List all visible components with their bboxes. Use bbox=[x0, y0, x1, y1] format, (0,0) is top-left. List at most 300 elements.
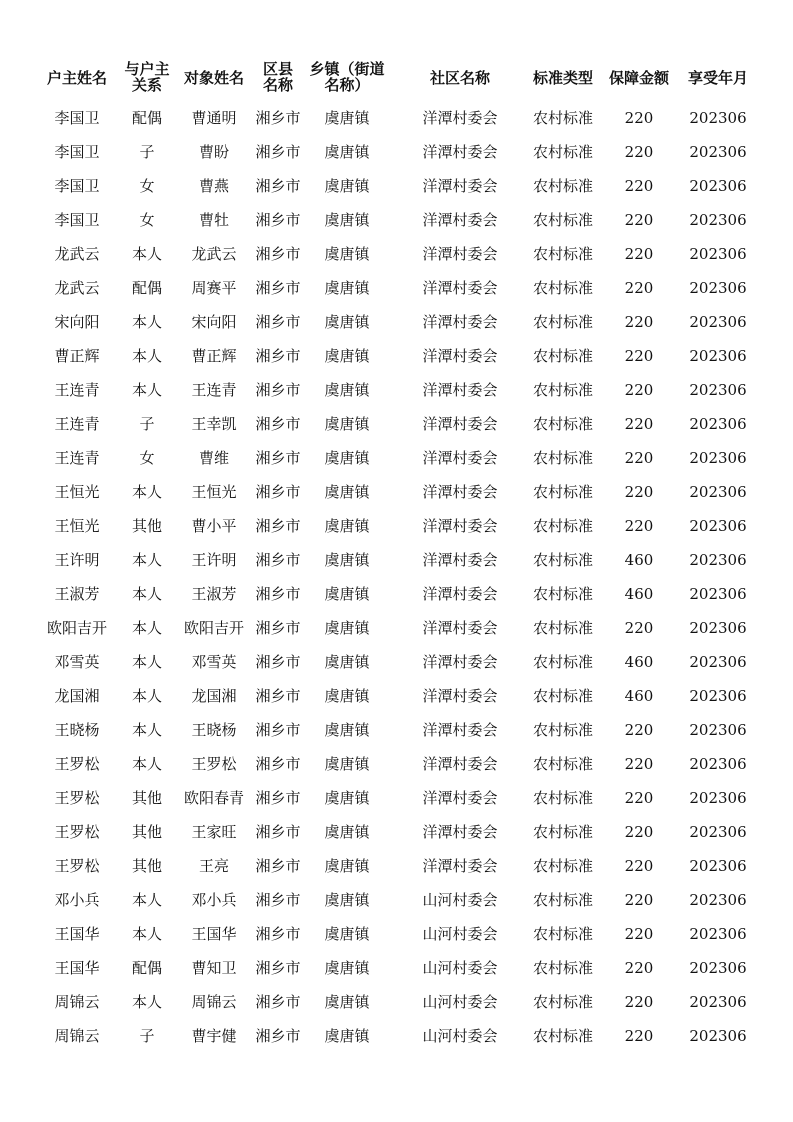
cell-community-name: 洋潭村委会 bbox=[422, 857, 498, 875]
cell-subsidy-amount: 220 bbox=[624, 211, 654, 229]
cell-county-name: 湘乡市 bbox=[255, 619, 301, 637]
cell-community-name: 洋潭村委会 bbox=[422, 789, 498, 807]
cell-county-name: 湘乡市 bbox=[255, 959, 301, 977]
cell-community-name: 洋潭村委会 bbox=[422, 313, 498, 331]
cell-subject-name: 曹正辉 bbox=[191, 347, 237, 365]
cell-subject-name: 曹燕 bbox=[198, 177, 229, 195]
cell-town-name: 虞唐镇 bbox=[324, 959, 370, 977]
cell-subsidy-amount: 220 bbox=[624, 347, 654, 365]
cell-householder-name: 曹正辉 bbox=[54, 347, 100, 365]
table-header-row bbox=[0, 60, 793, 94]
cell-county-name: 湘乡市 bbox=[255, 721, 301, 739]
cell-subject-name: 曹牡 bbox=[198, 211, 229, 229]
cell-county-name: 湘乡市 bbox=[255, 415, 301, 433]
cell-community-name: 山河村委会 bbox=[422, 959, 498, 977]
cell-standard-type: 农村标准 bbox=[532, 823, 593, 841]
cell-subsidy-amount: 220 bbox=[624, 381, 654, 399]
header-line: 区县 bbox=[262, 60, 293, 78]
cell-relation-to-householder: 其他 bbox=[131, 857, 162, 875]
cell-benefit-month: 202306 bbox=[689, 381, 747, 399]
table-row bbox=[0, 883, 793, 917]
cell-county-name: 湘乡市 bbox=[255, 857, 301, 875]
cell-community-name: 洋潭村委会 bbox=[422, 755, 498, 773]
cell-relation-to-householder: 配偶 bbox=[131, 959, 162, 977]
cell-county-name: 湘乡市 bbox=[255, 687, 301, 705]
cell-relation-to-householder: 配偶 bbox=[131, 109, 162, 127]
header-line: 乡镇（街道 bbox=[309, 60, 385, 78]
cell-householder-name: 邓小兵 bbox=[54, 891, 100, 909]
cell-standard-type: 农村标准 bbox=[532, 313, 593, 331]
cell-relation-to-householder: 子 bbox=[139, 415, 155, 433]
cell-county-name: 湘乡市 bbox=[255, 551, 301, 569]
cell-relation-to-householder: 其他 bbox=[131, 823, 162, 841]
cell-householder-name: 王罗松 bbox=[54, 789, 100, 807]
cell-standard-type: 农村标准 bbox=[532, 993, 593, 1011]
cell-householder-name: 王国华 bbox=[54, 959, 100, 977]
cell-benefit-month: 202306 bbox=[689, 925, 747, 943]
table-row bbox=[0, 747, 793, 781]
cell-subject-name: 宋向阳 bbox=[191, 313, 237, 331]
table-row bbox=[0, 985, 793, 1019]
cell-town-name: 虞唐镇 bbox=[324, 143, 370, 161]
cell-community-name: 山河村委会 bbox=[422, 925, 498, 943]
cell-county-name: 湘乡市 bbox=[255, 653, 301, 671]
cell-householder-name: 王许明 bbox=[54, 551, 100, 569]
cell-benefit-month: 202306 bbox=[689, 687, 747, 705]
cell-town-name: 虞唐镇 bbox=[324, 551, 370, 569]
cell-standard-type: 农村标准 bbox=[532, 483, 593, 501]
cell-town-name: 虞唐镇 bbox=[324, 483, 370, 501]
cell-subject-name: 欧阳吉开 bbox=[183, 619, 244, 637]
table-row bbox=[0, 679, 793, 713]
cell-benefit-month: 202306 bbox=[689, 1027, 747, 1045]
cell-standard-type: 农村标准 bbox=[532, 381, 593, 399]
cell-subsidy-amount: 220 bbox=[624, 415, 654, 433]
cell-community-name: 洋潭村委会 bbox=[422, 721, 498, 739]
cell-relation-to-householder: 女 bbox=[139, 449, 155, 467]
table-row bbox=[0, 101, 793, 135]
cell-standard-type: 农村标准 bbox=[532, 687, 593, 705]
cell-standard-type: 农村标准 bbox=[532, 449, 593, 467]
cell-benefit-month: 202306 bbox=[689, 347, 747, 365]
cell-benefit-month: 202306 bbox=[689, 143, 747, 161]
cell-subsidy-amount: 220 bbox=[624, 857, 654, 875]
cell-subject-name: 曹盼 bbox=[198, 143, 229, 161]
cell-subsidy-amount: 220 bbox=[624, 959, 654, 977]
cell-relation-to-householder: 本人 bbox=[131, 551, 162, 569]
cell-standard-type: 农村标准 bbox=[532, 619, 593, 637]
cell-county-name: 湘乡市 bbox=[255, 109, 301, 127]
cell-subject-name: 邓小兵 bbox=[191, 891, 237, 909]
table-row bbox=[0, 849, 793, 883]
cell-community-name: 洋潭村委会 bbox=[422, 585, 498, 603]
cell-town-name: 虞唐镇 bbox=[324, 279, 370, 297]
cell-subject-name: 邓雪英 bbox=[191, 653, 237, 671]
cell-community-name: 洋潭村委会 bbox=[422, 143, 498, 161]
cell-benefit-month: 202306 bbox=[689, 211, 747, 229]
cell-town-name: 虞唐镇 bbox=[324, 415, 370, 433]
cell-county-name: 湘乡市 bbox=[255, 1027, 301, 1045]
cell-subject-name: 王罗松 bbox=[191, 755, 237, 773]
cell-subsidy-amount: 220 bbox=[624, 925, 654, 943]
cell-standard-type: 农村标准 bbox=[532, 857, 593, 875]
cell-subsidy-amount: 220 bbox=[624, 755, 654, 773]
cell-county-name: 湘乡市 bbox=[255, 449, 301, 467]
cell-subject-name: 龙武云 bbox=[191, 245, 237, 263]
cell-benefit-month: 202306 bbox=[689, 313, 747, 331]
cell-benefit-month: 202306 bbox=[689, 449, 747, 467]
cell-subsidy-amount: 460 bbox=[624, 585, 654, 603]
cell-benefit-month: 202306 bbox=[689, 823, 747, 841]
cell-subsidy-amount: 460 bbox=[624, 551, 654, 569]
cell-county-name: 湘乡市 bbox=[255, 313, 301, 331]
table-row bbox=[0, 781, 793, 815]
header-relation-to-householder bbox=[118, 61, 176, 93]
table-row bbox=[0, 237, 793, 271]
cell-subject-name: 王家旺 bbox=[191, 823, 237, 841]
cell-county-name: 湘乡市 bbox=[255, 177, 301, 195]
cell-standard-type: 农村标准 bbox=[532, 789, 593, 807]
cell-community-name: 洋潭村委会 bbox=[422, 823, 498, 841]
header-line: 对象姓名 bbox=[183, 69, 244, 87]
cell-county-name: 湘乡市 bbox=[255, 381, 301, 399]
cell-town-name: 虞唐镇 bbox=[324, 891, 370, 909]
cell-town-name: 虞唐镇 bbox=[324, 449, 370, 467]
cell-subject-name: 王亮 bbox=[198, 857, 229, 875]
cell-householder-name: 王恒光 bbox=[54, 483, 100, 501]
cell-subsidy-amount: 220 bbox=[624, 823, 654, 841]
cell-community-name: 洋潭村委会 bbox=[422, 687, 498, 705]
header-benefit-month bbox=[678, 70, 758, 86]
cell-householder-name: 王罗松 bbox=[54, 857, 100, 875]
cell-county-name: 湘乡市 bbox=[255, 789, 301, 807]
header-community-name bbox=[404, 70, 516, 86]
cell-standard-type: 农村标准 bbox=[532, 279, 593, 297]
cell-benefit-month: 202306 bbox=[689, 585, 747, 603]
cell-benefit-month: 202306 bbox=[689, 415, 747, 433]
cell-standard-type: 农村标准 bbox=[532, 347, 593, 365]
cell-town-name: 虞唐镇 bbox=[324, 1027, 370, 1045]
cell-subsidy-amount: 220 bbox=[624, 177, 654, 195]
cell-householder-name: 王国华 bbox=[54, 925, 100, 943]
cell-standard-type: 农村标准 bbox=[532, 891, 593, 909]
header-line: 名称） bbox=[324, 76, 370, 94]
cell-relation-to-householder: 本人 bbox=[131, 619, 162, 637]
cell-subject-name: 王连青 bbox=[191, 381, 237, 399]
cell-town-name: 虞唐镇 bbox=[324, 177, 370, 195]
cell-benefit-month: 202306 bbox=[689, 245, 747, 263]
cell-householder-name: 王淑芳 bbox=[54, 585, 100, 603]
header-line: 与户主 bbox=[124, 60, 170, 78]
table-row bbox=[0, 815, 793, 849]
cell-town-name: 虞唐镇 bbox=[324, 721, 370, 739]
cell-benefit-month: 202306 bbox=[689, 857, 747, 875]
cell-relation-to-householder: 本人 bbox=[131, 381, 162, 399]
cell-subject-name: 王晓杨 bbox=[191, 721, 237, 739]
cell-town-name: 虞唐镇 bbox=[324, 857, 370, 875]
table-row bbox=[0, 407, 793, 441]
cell-subject-name: 王淑芳 bbox=[191, 585, 237, 603]
table-row bbox=[0, 543, 793, 577]
cell-householder-name: 王罗松 bbox=[54, 823, 100, 841]
cell-relation-to-householder: 本人 bbox=[131, 313, 162, 331]
cell-town-name: 虞唐镇 bbox=[324, 381, 370, 399]
header-line: 社区名称 bbox=[429, 69, 490, 87]
cell-relation-to-householder: 本人 bbox=[131, 245, 162, 263]
cell-relation-to-householder: 女 bbox=[139, 211, 155, 229]
cell-subject-name: 王许明 bbox=[191, 551, 237, 569]
cell-householder-name: 王罗松 bbox=[54, 755, 100, 773]
cell-standard-type: 农村标准 bbox=[532, 143, 593, 161]
cell-relation-to-householder: 子 bbox=[139, 1027, 155, 1045]
table-row bbox=[0, 203, 793, 237]
cell-community-name: 山河村委会 bbox=[422, 993, 498, 1011]
cell-subsidy-amount: 220 bbox=[624, 245, 654, 263]
cell-subject-name: 曹知卫 bbox=[191, 959, 237, 977]
header-line: 保障金额 bbox=[608, 69, 669, 87]
cell-county-name: 湘乡市 bbox=[255, 211, 301, 229]
header-line: 关系 bbox=[131, 76, 162, 94]
cell-subsidy-amount: 220 bbox=[624, 483, 654, 501]
cell-town-name: 虞唐镇 bbox=[324, 585, 370, 603]
cell-householder-name: 王连青 bbox=[54, 381, 100, 399]
cell-relation-to-householder: 本人 bbox=[131, 687, 162, 705]
table-row bbox=[0, 339, 793, 373]
cell-county-name: 湘乡市 bbox=[255, 143, 301, 161]
cell-relation-to-householder: 配偶 bbox=[131, 279, 162, 297]
cell-householder-name: 龙国湘 bbox=[54, 687, 100, 705]
cell-relation-to-householder: 本人 bbox=[131, 585, 162, 603]
cell-community-name: 洋潭村委会 bbox=[422, 381, 498, 399]
cell-subject-name: 曹维 bbox=[198, 449, 229, 467]
header-householder-name bbox=[36, 70, 118, 86]
cell-town-name: 虞唐镇 bbox=[324, 619, 370, 637]
table-row bbox=[0, 169, 793, 203]
cell-county-name: 湘乡市 bbox=[255, 347, 301, 365]
table-row bbox=[0, 951, 793, 985]
cell-relation-to-householder: 本人 bbox=[131, 891, 162, 909]
cell-subsidy-amount: 220 bbox=[624, 517, 654, 535]
cell-benefit-month: 202306 bbox=[689, 789, 747, 807]
cell-benefit-month: 202306 bbox=[689, 959, 747, 977]
cell-town-name: 虞唐镇 bbox=[324, 347, 370, 365]
cell-householder-name: 李国卫 bbox=[54, 211, 100, 229]
cell-town-name: 虞唐镇 bbox=[324, 211, 370, 229]
cell-subsidy-amount: 220 bbox=[624, 313, 654, 331]
cell-benefit-month: 202306 bbox=[689, 721, 747, 739]
cell-community-name: 洋潭村委会 bbox=[422, 653, 498, 671]
cell-community-name: 山河村委会 bbox=[422, 1027, 498, 1045]
table-row bbox=[0, 577, 793, 611]
cell-subject-name: 王恒光 bbox=[191, 483, 237, 501]
cell-standard-type: 农村标准 bbox=[532, 551, 593, 569]
table-row bbox=[0, 645, 793, 679]
cell-householder-name: 王晓杨 bbox=[54, 721, 100, 739]
cell-standard-type: 农村标准 bbox=[532, 415, 593, 433]
cell-standard-type: 农村标准 bbox=[532, 755, 593, 773]
cell-subject-name: 龙国湘 bbox=[191, 687, 237, 705]
cell-county-name: 湘乡市 bbox=[255, 755, 301, 773]
cell-standard-type: 农村标准 bbox=[532, 653, 593, 671]
table-row bbox=[0, 305, 793, 339]
cell-community-name: 洋潭村委会 bbox=[422, 211, 498, 229]
cell-community-name: 洋潭村委会 bbox=[422, 109, 498, 127]
cell-community-name: 洋潭村委会 bbox=[422, 619, 498, 637]
cell-benefit-month: 202306 bbox=[689, 517, 747, 535]
cell-benefit-month: 202306 bbox=[689, 993, 747, 1011]
cell-householder-name: 李国卫 bbox=[54, 109, 100, 127]
cell-standard-type: 农村标准 bbox=[532, 177, 593, 195]
cell-householder-name: 王连青 bbox=[54, 415, 100, 433]
header-standard-type bbox=[522, 70, 604, 86]
cell-subject-name: 王国华 bbox=[191, 925, 237, 943]
cell-standard-type: 农村标准 bbox=[532, 1027, 593, 1045]
cell-relation-to-householder: 本人 bbox=[131, 653, 162, 671]
cell-subsidy-amount: 220 bbox=[624, 789, 654, 807]
table-row bbox=[0, 373, 793, 407]
cell-county-name: 湘乡市 bbox=[255, 585, 301, 603]
cell-relation-to-householder: 其他 bbox=[131, 517, 162, 535]
cell-subject-name: 周锦云 bbox=[191, 993, 237, 1011]
cell-town-name: 虞唐镇 bbox=[324, 789, 370, 807]
cell-county-name: 湘乡市 bbox=[255, 925, 301, 943]
cell-standard-type: 农村标准 bbox=[532, 585, 593, 603]
cell-benefit-month: 202306 bbox=[689, 483, 747, 501]
cell-householder-name: 邓雪英 bbox=[54, 653, 100, 671]
cell-county-name: 湘乡市 bbox=[255, 823, 301, 841]
cell-benefit-month: 202306 bbox=[689, 279, 747, 297]
cell-subject-name: 曹宇健 bbox=[191, 1027, 237, 1045]
cell-community-name: 洋潭村委会 bbox=[422, 551, 498, 569]
cell-community-name: 洋潭村委会 bbox=[422, 449, 498, 467]
cell-householder-name: 周锦云 bbox=[54, 1027, 100, 1045]
cell-town-name: 虞唐镇 bbox=[324, 993, 370, 1011]
cell-county-name: 湘乡市 bbox=[255, 483, 301, 501]
header-subject-name bbox=[176, 70, 252, 86]
cell-county-name: 湘乡市 bbox=[255, 891, 301, 909]
table-row bbox=[0, 475, 793, 509]
cell-householder-name: 李国卫 bbox=[54, 177, 100, 195]
cell-town-name: 虞唐镇 bbox=[324, 755, 370, 773]
header-town-name bbox=[302, 61, 392, 93]
header-line: 户主姓名 bbox=[46, 69, 107, 87]
cell-subsidy-amount: 220 bbox=[624, 1027, 654, 1045]
cell-relation-to-householder: 本人 bbox=[131, 347, 162, 365]
cell-subject-name: 王幸凯 bbox=[191, 415, 237, 433]
table-row bbox=[0, 135, 793, 169]
cell-benefit-month: 202306 bbox=[689, 177, 747, 195]
table-row bbox=[0, 917, 793, 951]
cell-householder-name: 龙武云 bbox=[54, 245, 100, 263]
cell-community-name: 洋潭村委会 bbox=[422, 483, 498, 501]
cell-householder-name: 王恒光 bbox=[54, 517, 100, 535]
cell-subsidy-amount: 220 bbox=[624, 143, 654, 161]
cell-town-name: 虞唐镇 bbox=[324, 245, 370, 263]
cell-standard-type: 农村标准 bbox=[532, 109, 593, 127]
cell-benefit-month: 202306 bbox=[689, 109, 747, 127]
header-subsidy-amount bbox=[598, 70, 680, 86]
cell-town-name: 虞唐镇 bbox=[324, 517, 370, 535]
cell-benefit-month: 202306 bbox=[689, 619, 747, 637]
cell-county-name: 湘乡市 bbox=[255, 993, 301, 1011]
cell-town-name: 虞唐镇 bbox=[324, 109, 370, 127]
cell-community-name: 山河村委会 bbox=[422, 891, 498, 909]
cell-subject-name: 曹小平 bbox=[191, 517, 237, 535]
cell-community-name: 洋潭村委会 bbox=[422, 279, 498, 297]
cell-subsidy-amount: 220 bbox=[624, 891, 654, 909]
table-row bbox=[0, 271, 793, 305]
cell-relation-to-householder: 本人 bbox=[131, 993, 162, 1011]
cell-subsidy-amount: 220 bbox=[624, 619, 654, 637]
cell-householder-name: 李国卫 bbox=[54, 143, 100, 161]
cell-subject-name: 欧阳春青 bbox=[183, 789, 244, 807]
cell-householder-name: 龙武云 bbox=[54, 279, 100, 297]
cell-relation-to-householder: 其他 bbox=[131, 789, 162, 807]
cell-subsidy-amount: 460 bbox=[624, 687, 654, 705]
cell-relation-to-householder: 本人 bbox=[131, 483, 162, 501]
cell-town-name: 虞唐镇 bbox=[324, 925, 370, 943]
table-row bbox=[0, 441, 793, 475]
cell-town-name: 虞唐镇 bbox=[324, 823, 370, 841]
cell-householder-name: 宋向阳 bbox=[54, 313, 100, 331]
cell-benefit-month: 202306 bbox=[689, 551, 747, 569]
cell-subsidy-amount: 220 bbox=[624, 993, 654, 1011]
cell-benefit-month: 202306 bbox=[689, 653, 747, 671]
cell-community-name: 洋潭村委会 bbox=[422, 245, 498, 263]
cell-relation-to-householder: 本人 bbox=[131, 721, 162, 739]
cell-standard-type: 农村标准 bbox=[532, 925, 593, 943]
cell-subsidy-amount: 220 bbox=[624, 109, 654, 127]
cell-community-name: 洋潭村委会 bbox=[422, 177, 498, 195]
cell-town-name: 虞唐镇 bbox=[324, 313, 370, 331]
cell-householder-name: 周锦云 bbox=[54, 993, 100, 1011]
header-county-name bbox=[250, 61, 306, 93]
cell-subject-name: 周赛平 bbox=[191, 279, 237, 297]
cell-community-name: 洋潭村委会 bbox=[422, 415, 498, 433]
cell-standard-type: 农村标准 bbox=[532, 245, 593, 263]
cell-subsidy-amount: 220 bbox=[624, 449, 654, 467]
cell-relation-to-householder: 本人 bbox=[131, 755, 162, 773]
cell-standard-type: 农村标准 bbox=[532, 721, 593, 739]
cell-community-name: 洋潭村委会 bbox=[422, 517, 498, 535]
cell-county-name: 湘乡市 bbox=[255, 517, 301, 535]
cell-standard-type: 农村标准 bbox=[532, 959, 593, 977]
cell-town-name: 虞唐镇 bbox=[324, 653, 370, 671]
cell-relation-to-householder: 子 bbox=[139, 143, 155, 161]
cell-community-name: 洋潭村委会 bbox=[422, 347, 498, 365]
cell-county-name: 湘乡市 bbox=[255, 245, 301, 263]
table-row bbox=[0, 713, 793, 747]
cell-town-name: 虞唐镇 bbox=[324, 687, 370, 705]
cell-subsidy-amount: 220 bbox=[624, 721, 654, 739]
cell-subsidy-amount: 220 bbox=[624, 279, 654, 297]
table-row bbox=[0, 611, 793, 645]
cell-householder-name: 王连青 bbox=[54, 449, 100, 467]
header-line: 标准类型 bbox=[532, 69, 593, 87]
cell-subsidy-amount: 460 bbox=[624, 653, 654, 671]
cell-benefit-month: 202306 bbox=[689, 891, 747, 909]
cell-householder-name: 欧阳吉开 bbox=[46, 619, 107, 637]
table-row bbox=[0, 1019, 793, 1053]
cell-standard-type: 农村标准 bbox=[532, 517, 593, 535]
cell-relation-to-householder: 女 bbox=[139, 177, 155, 195]
cell-relation-to-householder: 本人 bbox=[131, 925, 162, 943]
table-row bbox=[0, 509, 793, 543]
cell-standard-type: 农村标准 bbox=[532, 211, 593, 229]
header-line: 名称 bbox=[262, 76, 293, 94]
cell-benefit-month: 202306 bbox=[689, 755, 747, 773]
header-line: 享受年月 bbox=[687, 69, 748, 87]
